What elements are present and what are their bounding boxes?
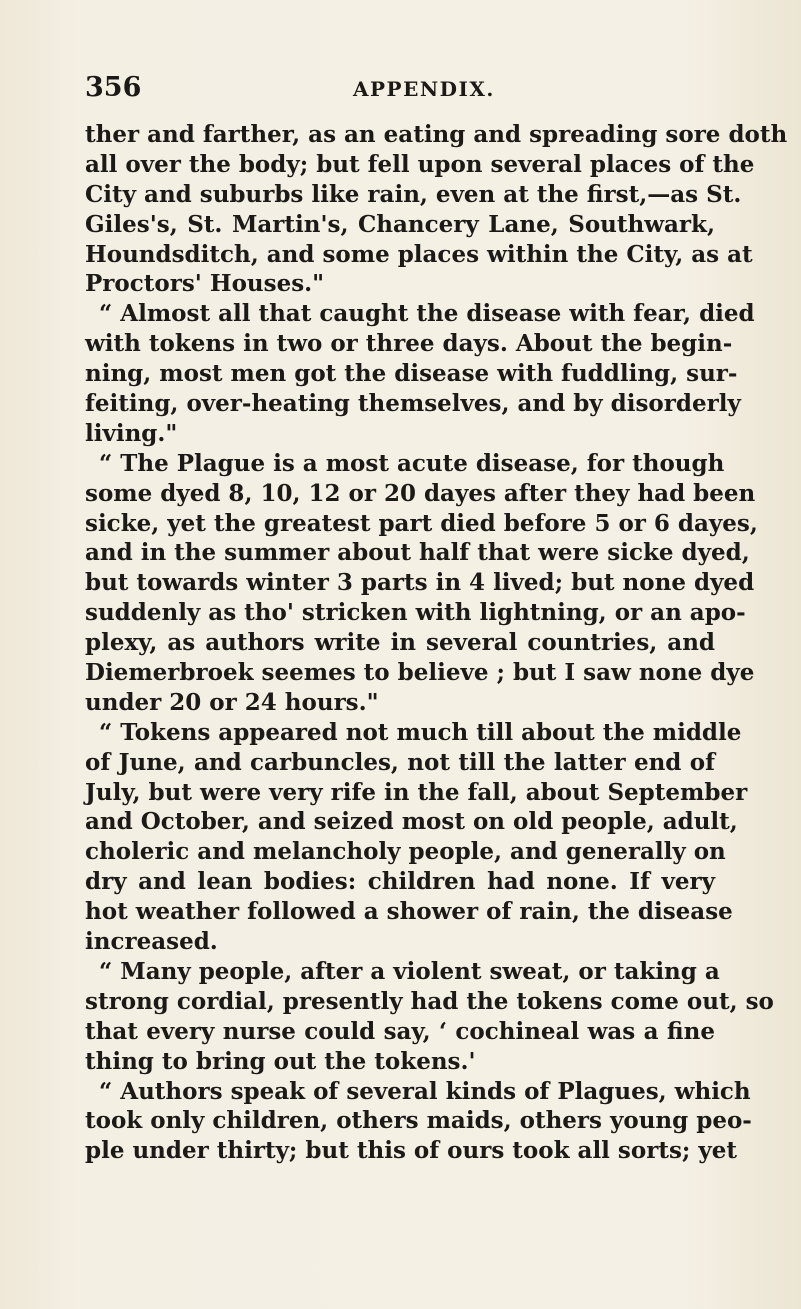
text-line: and October, and seized most on old people, adult, <box>85 808 738 836</box>
text-line: hot weather followed a shower of rain, the disease <box>85 898 733 926</box>
body-text <box>85 120 788 1166</box>
text-line: Proctors' Houses." <box>85 270 325 298</box>
text-line: living." <box>85 419 178 447</box>
text-line: strong cordial, presently had the tokens come out, so <box>85 987 774 1015</box>
text-line: but towards winter 3 parts in 4 lived; but none dyed <box>85 569 755 597</box>
text-line: ning, most men got the disease with fuddling, sur- <box>85 360 738 388</box>
text-line: “ Almost all that caught the disease with fear, died <box>99 300 755 328</box>
text-line: suddenly as tho' stricken with lightning, or an apo- <box>85 599 746 627</box>
text-line: “ Tokens appeared not much till about the middle <box>99 718 742 746</box>
text-line: Diemerbroek seemes to believe ; but I saw none dye <box>85 659 755 687</box>
text-line: and in the summer about half that were sicke dyed, <box>85 539 750 567</box>
text-line: with tokens in two or three days. About the begin- <box>85 330 733 358</box>
text-line: July, but were very rife in the fall, about September <box>85 778 748 806</box>
text-line: that every nurse could say, ‘ cochineal was a fine <box>85 1017 715 1045</box>
running-head: APPENDIX. <box>353 77 495 101</box>
text-line: thing to bring out the tokens.' <box>85 1047 476 1075</box>
text-line: increased. <box>85 928 218 956</box>
text-line: “ Authors speak of several kinds of Plagues, which <box>99 1077 751 1105</box>
page-number: 356 <box>85 72 142 103</box>
text-line: choleric and melancholy people, and generally on <box>85 838 726 866</box>
text-line: took only children, others maids, others young peo- <box>85 1107 752 1135</box>
text-line: sicke, yet the greatest part died before 5 or 6 dayes, <box>85 509 758 537</box>
text-line: “ The Plague is a most acute disease, for though <box>99 449 725 477</box>
text-line: plexy, as authors write in several countries, and <box>85 629 715 657</box>
text-line: under 20 or 24 hours." <box>85 688 379 716</box>
text-line: dry and lean bodies: children had none. If very <box>85 868 715 896</box>
text-line: some dyed 8, 10, 12 or 20 dayes after they had been <box>85 479 756 507</box>
text-line: ple under thirty; but this of ours took all sorts; yet <box>85 1137 738 1165</box>
text-line: Giles's, St. Martin's, Chancery Lane, Southwark, <box>85 210 715 238</box>
text-line: City and suburbs like rain, even at the first,—as St. <box>85 180 742 208</box>
text-line: ther and farther, as an eating and spreading sore doth <box>85 121 788 148</box>
text-line: Houndsditch, and some places within the City, as at <box>85 240 753 268</box>
page-header <box>85 72 715 112</box>
text-line: all over the body; but fell upon several places of the <box>85 150 755 178</box>
text-line: “ Many people, after a violent sweat, or taking a <box>99 957 720 985</box>
text-line: feiting, over-heating themselves, and by disorderly <box>85 390 741 418</box>
text-line: of June, and carbuncles, not till the latter end of <box>85 748 715 776</box>
